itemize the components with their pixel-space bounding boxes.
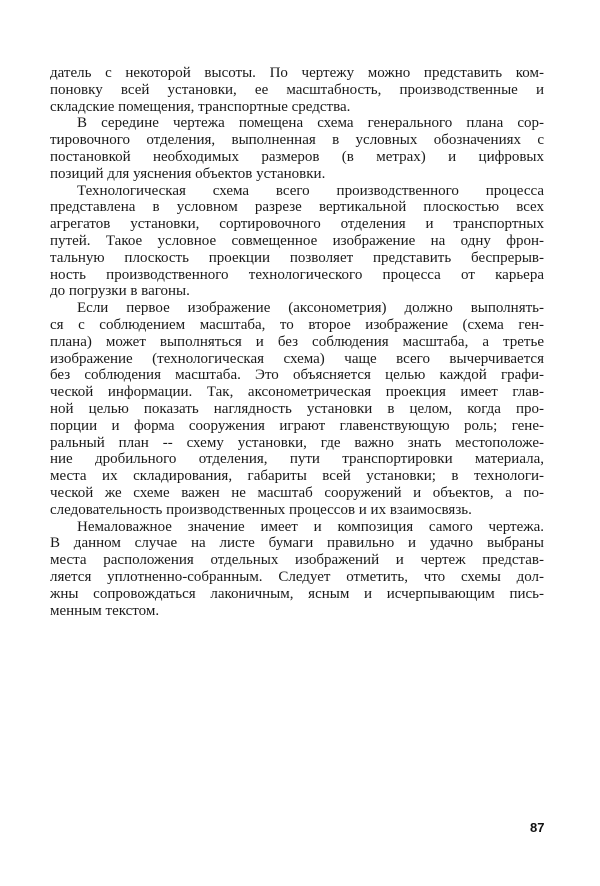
text-line: Технологическая схема всего производственного процесса (77, 182, 544, 199)
paragraph (50, 183, 544, 301)
text-line: места их складирования, габариты всей установки; в технологи- (50, 468, 544, 485)
paragraph (50, 115, 544, 182)
text-line: ральный план -- схему установки, где важно знать местоположе- (50, 434, 544, 451)
paragraph (50, 65, 544, 115)
text-line: складские помещения, транспортные средства. (50, 98, 351, 115)
text-line: В данном случае на листе бумаги правильно и удачно выбраны (50, 535, 544, 552)
text-line: представлена в условном разрезе вертикальной плоскостью всех (50, 199, 544, 216)
text-line: ся с соблюдением масштаба, то второе изображение (схема ген- (50, 316, 544, 333)
text-line: жны сопровождаться лаконичным, ясным и исчерпывающим пись- (50, 585, 544, 602)
text-line: ческой же схеме важен не масштаб сооружений и объектов, а по- (50, 484, 544, 501)
text-line: без соблюдения масштаба. Это объясняется целью каждой графи- (50, 367, 544, 384)
text-line: поновку всей установки, ее масштабность, производственные и (50, 81, 544, 98)
text-line: ние дробильного отделения, пути транспортировки материала, (50, 451, 544, 468)
text-line: места расположения отдельных изображений и чертеж представ- (50, 552, 544, 569)
text-line: плана) может выполняться и без соблюдения масштаба, а третье (50, 333, 544, 350)
text-line: ной целью показать наглядность установки в целом, когда про- (50, 400, 544, 417)
text-line: тальную плоскость проекции позволяет представить беспрерыв- (50, 249, 544, 266)
text-line: следовательность производственных процессов и их взаимосвязь. (50, 501, 472, 518)
text-line: агрегатов установки, сортировочного отделения и транспортных (50, 216, 544, 233)
text-line: позиций для уяснения объектов установки. (50, 165, 326, 182)
text-line: порции и форма сооружения играют главенствующую роль; гене- (50, 417, 544, 434)
text-line: В середине чертежа помещена схема генерального плана сор- (77, 115, 544, 132)
text-line: ческой информации. Так, аксонометрическая проекция имеет глав- (50, 384, 544, 401)
text-line: датель с некоторой высоты. По чертежу можно представить ком- (50, 65, 544, 81)
text-line: тировочного отделения, выполненная в условных обозначениях с (50, 132, 544, 149)
text-line: до погрузки в вагоны. (50, 283, 190, 300)
text-line: изображение (технологическая схема) чаще всего вычерчивается (50, 350, 544, 367)
text-line: постановкой необходимых размеров (в метрах) и цифровых (50, 148, 544, 165)
page-number: 87 (530, 820, 545, 835)
text-line: Если первое изображение (аксонометрия) должно выполнять- (77, 300, 544, 317)
text-line: менным текстом. (50, 602, 160, 619)
text-line: ность производственного технологического процесса от карьера (50, 266, 544, 283)
paragraph (50, 300, 544, 518)
text-line: ляется уплотненно-собранным. Следует отметить, что схемы дол- (50, 568, 544, 585)
paragraph (50, 519, 544, 620)
text-line: Немаловажное значение имеет и композиция самого чертежа. (77, 518, 544, 535)
text-line: путей. Такое условное совмещенное изображение на одну фрон- (50, 232, 544, 249)
body-text (50, 65, 544, 619)
